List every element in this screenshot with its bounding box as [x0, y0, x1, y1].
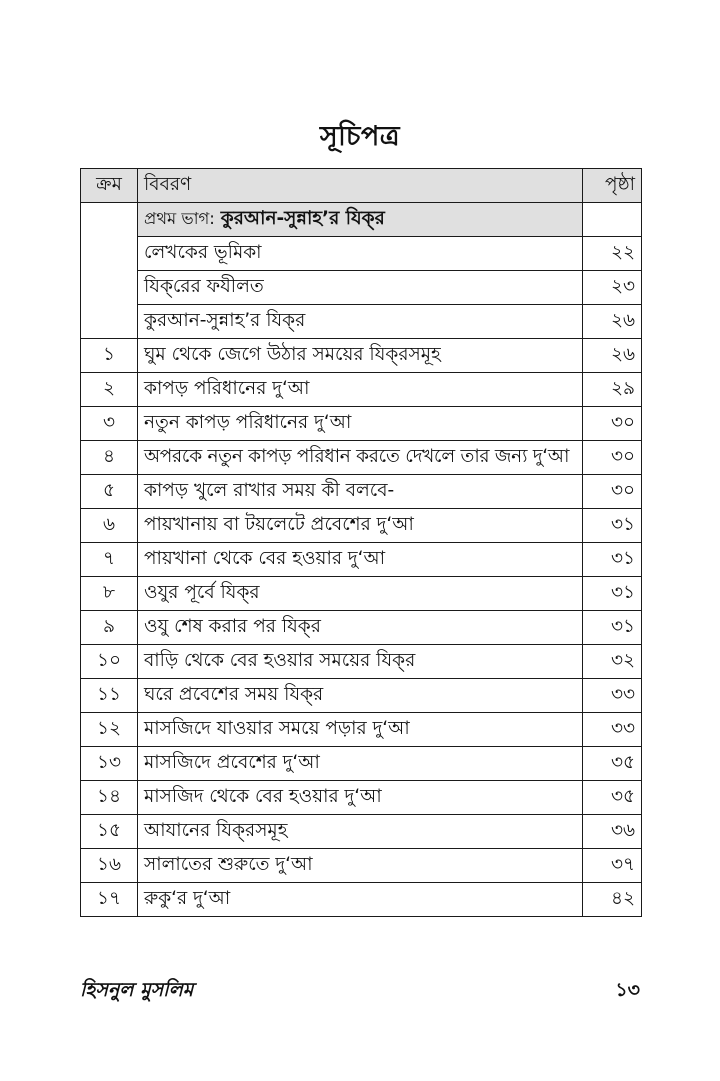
table-row[interactable] — [81, 339, 642, 373]
part-prefix: প্রথম ভাগ: — [144, 209, 215, 228]
row-description: ওযু শেষ করার পর যিক্‌র — [138, 611, 583, 645]
column-header-page: পৃষ্ঠা — [583, 169, 642, 203]
row-page: ২২ — [583, 237, 642, 271]
footer-book-title: হিসনুল মুসলিম — [80, 979, 194, 1001]
row-page: ২৯ — [583, 373, 642, 407]
table-row[interactable] — [81, 781, 642, 815]
table-row[interactable] — [81, 543, 642, 577]
row-page: ২৩ — [583, 271, 642, 305]
row-page: ৩৭ — [583, 849, 642, 883]
table-row[interactable] — [81, 509, 642, 543]
table-row[interactable] — [81, 305, 642, 339]
row-description: ওযুর পূর্বে যিক্‌র — [138, 577, 583, 611]
row-number: ১৭ — [81, 883, 138, 917]
row-number: ৯ — [81, 611, 138, 645]
row-page: ৩০ — [583, 475, 642, 509]
table-row[interactable] — [81, 475, 642, 509]
contents-table — [80, 168, 642, 917]
column-header-description: বিবরণ — [138, 169, 583, 203]
row-description: মাসজিদে যাওয়ার সময়ে পড়ার দু‘আ — [138, 713, 583, 747]
row-page: ৩২ — [583, 645, 642, 679]
table-row[interactable] — [81, 237, 642, 271]
page-title: সূচিপত্র — [319, 121, 401, 152]
row-description: বাড়ি থেকে বের হওয়ার সময়ের যিক্‌র — [138, 645, 583, 679]
table-row[interactable] — [81, 747, 642, 781]
row-number: ৩ — [81, 407, 138, 441]
row-number: ৫ — [81, 475, 138, 509]
row-description: মাসজিদ থেকে বের হওয়ার দু‘আ — [138, 781, 583, 815]
table-header-row — [81, 169, 642, 203]
row-description: নতুন কাপড় পরিধানের দু‘আ — [138, 407, 583, 441]
row-description: যিক্‌রের ফযীলত — [138, 271, 583, 305]
table-row[interactable] — [81, 373, 642, 407]
row-page: ৩০ — [583, 407, 642, 441]
row-description: মাসজিদে প্রবেশের দু‘আ — [138, 747, 583, 781]
row-page: ৩৩ — [583, 713, 642, 747]
part-heading-row — [81, 203, 642, 237]
table-row[interactable] — [81, 679, 642, 713]
row-description: কাপড় খুলে রাখার সময় কী বলবে- — [138, 475, 583, 509]
row-number: ১ — [81, 339, 138, 373]
row-page: ৩৬ — [583, 815, 642, 849]
row-description: রুকু‘র দু‘আ — [138, 883, 583, 917]
row-number: ১৬ — [81, 849, 138, 883]
table-row[interactable] — [81, 441, 642, 475]
table-row[interactable] — [81, 577, 642, 611]
table-row[interactable] — [81, 815, 642, 849]
row-description: পায়খানায় বা টয়লেটে প্রবেশের দু‘আ — [138, 509, 583, 543]
table-row[interactable] — [81, 407, 642, 441]
row-description: ঘুম থেকে জেগে উঠার সময়ের যিক্‌রসমূহ — [138, 339, 583, 373]
row-description: আযানের যিক্‌রসমূহ — [138, 815, 583, 849]
row-page: ৩৫ — [583, 747, 642, 781]
row-page: ২৬ — [583, 305, 642, 339]
row-description: ঘরে প্রবেশের সময় যিক্‌র — [138, 679, 583, 713]
row-number: ২ — [81, 373, 138, 407]
part-number-cell — [81, 203, 138, 339]
part-page-cell — [583, 203, 642, 237]
row-number: ৮ — [81, 577, 138, 611]
row-page: ২৬ — [583, 339, 642, 373]
row-page: ৩৫ — [583, 781, 642, 815]
part-heading-cell — [138, 203, 583, 237]
row-page: ৩৩ — [583, 679, 642, 713]
table-row[interactable] — [81, 883, 642, 917]
row-page: ৩১ — [583, 611, 642, 645]
row-description: অপরকে নতুন কাপড় পরিধান করতে দেখলে তার জন্য দু‘আ — [138, 441, 583, 475]
row-description: কাপড় পরিধানের দু‘আ — [138, 373, 583, 407]
row-page: ৩১ — [583, 509, 642, 543]
row-description: লেখকের ভূমিকা — [138, 237, 583, 271]
row-number: ১১ — [81, 679, 138, 713]
part-name: কুরআন-সুন্নাহ’র যিক্‌র — [220, 208, 385, 229]
row-page: ৩১ — [583, 577, 642, 611]
row-number: ৬ — [81, 509, 138, 543]
row-number: ১৪ — [81, 781, 138, 815]
row-number: ১৩ — [81, 747, 138, 781]
column-header-number: ক্রম — [81, 169, 138, 203]
table-row[interactable] — [81, 849, 642, 883]
row-description: কুরআন-সুন্নাহ’র যিক্‌র — [138, 305, 583, 339]
row-number: ১০ — [81, 645, 138, 679]
row-page: ৩০ — [583, 441, 642, 475]
row-page: ৩১ — [583, 543, 642, 577]
row-number: ১২ — [81, 713, 138, 747]
row-number: ৪ — [81, 441, 138, 475]
row-number: ৭ — [81, 543, 138, 577]
table-row[interactable] — [81, 713, 642, 747]
row-description: পায়খানা থেকে বের হওয়ার দু‘আ — [138, 543, 583, 577]
row-number: ১৫ — [81, 815, 138, 849]
table-row[interactable] — [81, 611, 642, 645]
table-row[interactable] — [81, 645, 642, 679]
row-page: ৪২ — [583, 883, 642, 917]
row-description: সালাতের শুরুতে দু‘আ — [138, 849, 583, 883]
table-row[interactable] — [81, 271, 642, 305]
footer-page-number: ১৩ — [615, 979, 640, 1001]
